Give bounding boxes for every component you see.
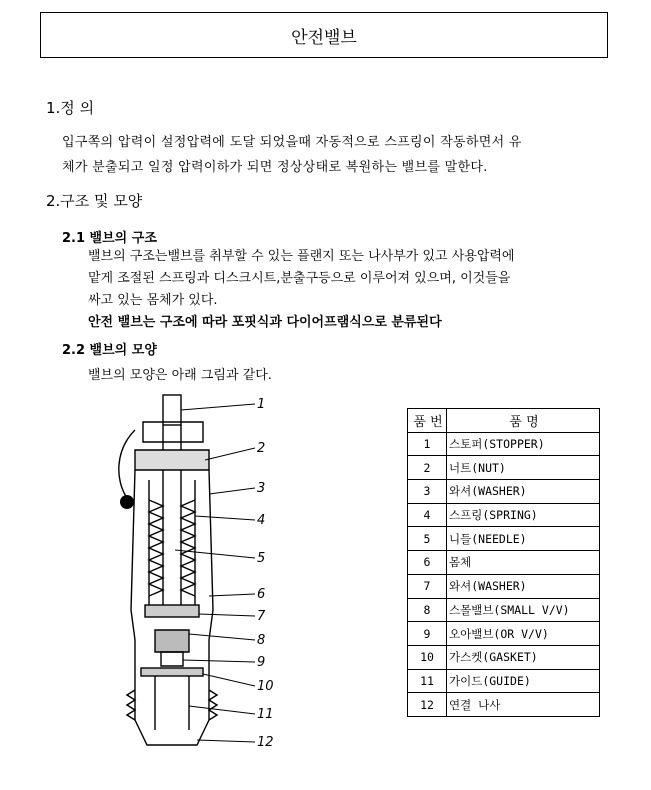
figure-label: 6 <box>257 587 266 602</box>
section1-line: 입구쪽의 압력이 설정압력에 도달 되었을때 자동적으로 스프링이 작동하면서 유 <box>62 135 522 150</box>
figure-label: 7 <box>257 609 266 624</box>
connection-thread-left <box>127 690 135 720</box>
part-no: 3 <box>408 480 447 504</box>
small-valve <box>155 630 189 652</box>
section1-line: 체가 분출되고 일정 압력이하가 되면 정상상태로 복원하는 밸브를 말한다. <box>62 160 488 175</box>
part-name: 스프링(SPRING) <box>447 503 600 527</box>
subsection-shape-text: 밸브의 모양은 아래 그림과 같다. <box>88 368 272 383</box>
table-row <box>408 622 600 646</box>
part-name: 와셔(WASHER) <box>447 574 600 598</box>
part-no: 11 <box>408 669 447 693</box>
table-row <box>408 574 600 598</box>
table-row <box>408 669 600 693</box>
table-row <box>408 645 600 669</box>
table-row <box>408 598 600 622</box>
title-text: 안전밸브 <box>291 27 357 48</box>
section1-heading: 1.정 의 <box>46 99 95 117</box>
part-no: 4 <box>408 503 447 527</box>
figure-label: 12 <box>257 735 274 750</box>
figure-label: 2 <box>257 441 266 456</box>
part-name: 몸체 <box>447 551 600 575</box>
figure-label: 1 <box>257 397 266 412</box>
washer <box>145 605 199 617</box>
table-row <box>408 551 600 575</box>
part-name: 스토퍼(STOPPER) <box>447 432 600 456</box>
section2-heading: 2.구조 및 모양 <box>46 192 143 210</box>
part-no: 10 <box>408 645 447 669</box>
gasket <box>141 668 203 676</box>
document-title <box>40 12 608 58</box>
seal-ball <box>120 495 134 509</box>
wire <box>119 430 135 498</box>
part-no: 5 <box>408 527 447 551</box>
structure-line: 맡게 조절된 스프링과 디스크시트,분출구등으로 이루어져 있으며, 이것들을 <box>88 271 511 286</box>
figure-label: 4 <box>257 513 266 528</box>
table-row <box>408 503 600 527</box>
structure-line: 밸브의 구조는밸브를 취부할 수 있는 플랜지 또는 나사부가 있고 사용압력에 <box>88 249 515 264</box>
figure-label: 10 <box>257 679 274 694</box>
figure-label: 11 <box>257 707 274 722</box>
nut <box>135 450 209 470</box>
structure-line: 싸고 있는 몸체가 있다. <box>88 293 218 308</box>
part-name: 스몰밸브(SMALL V/V) <box>447 598 600 622</box>
table-row <box>408 480 600 504</box>
header-part-no: 품 번 <box>408 409 447 433</box>
subsection-structure-heading: 2.1 밸브의 구조 <box>62 231 157 246</box>
table-row <box>408 693 600 717</box>
or-valve <box>161 652 183 666</box>
figure-label: 8 <box>257 633 266 648</box>
spring <box>149 500 195 596</box>
table-row <box>408 432 600 456</box>
subsection-shape-heading: 2.2 밸브의 모양 <box>62 343 157 358</box>
part-name: 와셔(WASHER) <box>447 480 600 504</box>
part-no: 12 <box>408 693 447 717</box>
part-no: 9 <box>408 622 447 646</box>
figure-label: 5 <box>257 551 266 566</box>
table-row <box>408 527 600 551</box>
structure-emphasis: 안전 밸브는 구조에 따라 포핏식과 다이어프램식으로 분류된다 <box>88 315 442 330</box>
part-no: 7 <box>408 574 447 598</box>
figure-label: 3 <box>257 481 266 496</box>
part-name: 니들(NEEDLE) <box>447 527 600 551</box>
figure-label: 9 <box>257 655 266 670</box>
section1-body <box>62 130 606 180</box>
table-row <box>408 456 600 480</box>
part-no: 1 <box>408 432 447 456</box>
parts-table <box>407 408 600 717</box>
stopper-stem <box>163 395 181 425</box>
part-name: 가스켓(GASKET) <box>447 645 600 669</box>
guide <box>155 676 189 730</box>
part-no: 6 <box>408 551 447 575</box>
part-name: 오아밸브(OR V/V) <box>447 622 600 646</box>
part-name: 가이드(GUIDE) <box>447 669 600 693</box>
part-no: 2 <box>408 456 447 480</box>
safety-valve-diagram <box>105 390 305 760</box>
connection-thread-right <box>209 690 217 720</box>
part-no: 8 <box>408 598 447 622</box>
subsection-structure-body <box>88 246 606 334</box>
header-part-name: 품 명 <box>447 409 600 433</box>
part-name: 너트(NUT) <box>447 456 600 480</box>
part-name: 연결 나사 <box>447 693 600 717</box>
parts-table-header <box>408 409 600 433</box>
